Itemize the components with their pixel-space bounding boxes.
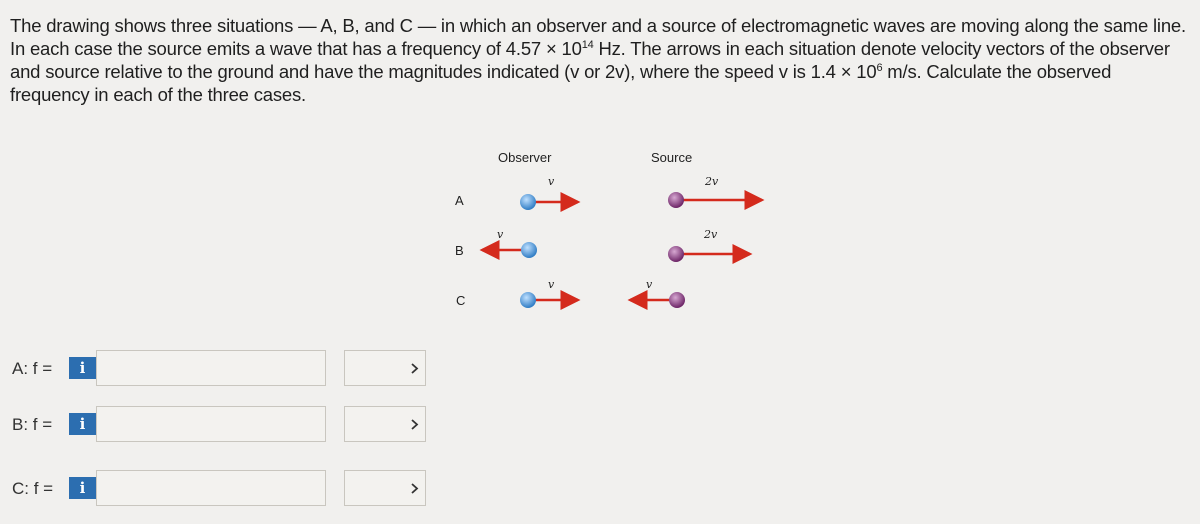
- answer-c-input[interactable]: [96, 470, 326, 506]
- answer-b-unit-select[interactable]: [344, 406, 426, 442]
- problem-text-2: Hz. The arrows in each situation denote velocity vectors of the observer and source relative to the ground and have the magnitudes indicated (v or 2v), where the speed v is 1.4 × 10: [10, 38, 1170, 82]
- info-icon[interactable]: i: [69, 357, 96, 379]
- speed-exponent: 6: [876, 61, 883, 74]
- situation-b-label: B: [455, 243, 464, 258]
- info-icon[interactable]: i: [69, 413, 96, 435]
- observer-a-speed: v: [548, 175, 555, 188]
- info-icon[interactable]: i: [69, 477, 96, 499]
- problem-text-3: m/s. Calculate the observed frequency in each of the three cases.: [10, 61, 1112, 105]
- situation-c-label: C: [456, 293, 466, 308]
- answer-a-input[interactable]: [96, 350, 326, 386]
- problem-text-1: The drawing shows three situations — A, B, and C — in which an observer and a source of electromagnetic waves are moving along the same line. In each case the source emits a wave that has a frequency of 4.57 × 10: [10, 15, 1186, 59]
- answer-b-label: B: f =: [12, 415, 53, 434]
- source-b-speed: 2v: [704, 228, 718, 241]
- source-c-speed: v: [646, 278, 653, 291]
- observer-c-dot: [520, 292, 536, 308]
- frequency-exponent: 14: [581, 38, 594, 51]
- answer-a-unit-select[interactable]: [344, 350, 426, 386]
- doppler-figure: [440, 140, 780, 320]
- source-b-dot: [668, 246, 684, 262]
- source-heading: Source: [651, 150, 693, 165]
- answer-c-unit-select[interactable]: [344, 470, 426, 506]
- situation-a-label: A: [455, 193, 464, 208]
- observer-c-speed: v: [548, 278, 555, 291]
- observer-heading: Observer: [498, 150, 552, 165]
- answer-c-label: C: f =: [12, 479, 54, 498]
- answer-b-input[interactable]: [96, 406, 326, 442]
- source-c-dot: [669, 292, 685, 308]
- observer-a-dot: [520, 194, 536, 210]
- source-a-speed: 2v: [705, 175, 719, 188]
- figure-drawing: [440, 140, 780, 320]
- answer-row-b: [0, 403, 440, 447]
- observer-b-speed: v: [497, 228, 504, 241]
- chevron-down-icon: [411, 483, 419, 494]
- observer-b-dot: [521, 242, 537, 258]
- chevron-down-icon: [411, 363, 419, 374]
- answer-row-a: [0, 347, 440, 391]
- source-a-dot: [668, 192, 684, 208]
- problem-statement: [10, 14, 1195, 106]
- answer-row-c: [0, 467, 440, 511]
- chevron-down-icon: [411, 419, 419, 430]
- answer-a-label: A: f =: [12, 359, 53, 378]
